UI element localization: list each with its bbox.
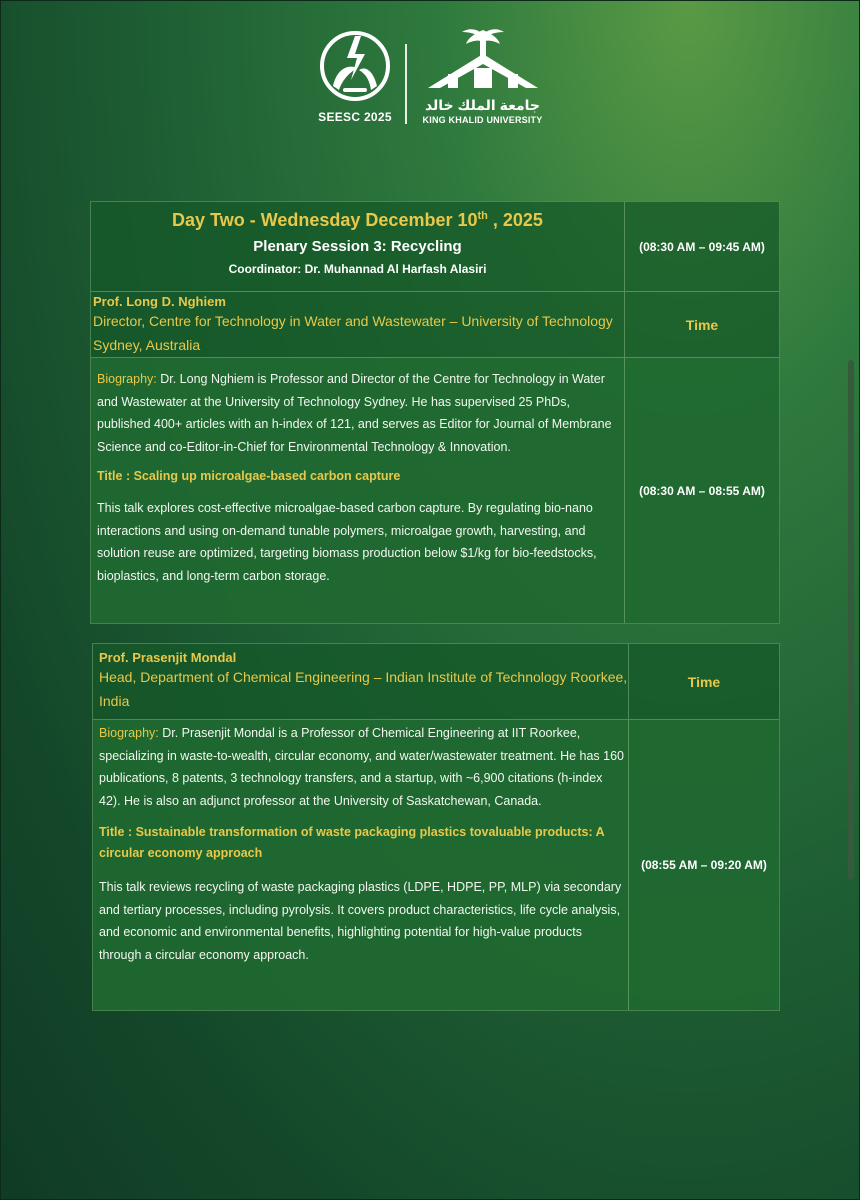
university-arabic-name: جامعة الملك خالد	[424, 97, 541, 113]
session-coordinator: Coordinator: Dr. Muhannad Al Harfash Alasiri	[228, 262, 487, 276]
session-card	[90, 201, 780, 624]
session-time: (08:30 AM – 09:45 AM)	[625, 202, 779, 292]
talk-time: (08:30 AM – 08:55 AM)	[625, 358, 779, 623]
seesc-logo	[310, 28, 400, 124]
session-title: Plenary Session 3: Recycling	[253, 238, 462, 255]
speaker-header	[93, 644, 629, 720]
speaker-affiliation: Head, Department of Chemical Engineering – Indian Institute of Technology Roorkee, India	[99, 669, 628, 709]
speaker-details	[93, 720, 629, 1010]
speaker-biography	[99, 722, 624, 812]
time-label-cell	[625, 292, 779, 358]
session-header	[91, 202, 625, 292]
speaker-biography	[97, 368, 620, 458]
kku-logo	[415, 24, 550, 125]
speaker-header	[91, 292, 625, 358]
scrollbar[interactable]	[848, 360, 854, 880]
time-label: Time	[685, 316, 719, 333]
time-label-cell	[629, 644, 779, 720]
speaker-card	[92, 643, 780, 1011]
leaf-bolt-icon	[317, 28, 393, 104]
speaker-name: Prof. Prasenjit Mondal	[99, 650, 237, 665]
speaker-name: Prof. Long D. Nghiem	[93, 294, 226, 309]
biography-text: Dr. Prasenjit Mondal is a Professor of Chemical Engineering at IIT Roorkee, specializing in waste-to-wealth, circular economy, and water/wastewater treatment. He has 160 publications, 8 patents, 3 technology transfers, and a startup, with ~6,900 citations (h-index 42). He is also an adjunct professor at the University of Saskatchewan, Canada.	[99, 726, 625, 808]
speaker-affiliation: Director, Centre for Technology in Water and Wastewater – University of Technology Sydney, Australia	[93, 313, 613, 353]
biography-label: Biography:	[99, 726, 159, 740]
talk-abstract: This talk reviews recycling of waste packaging plastics (LDPE, HDPE, PP, MLP) via secondary and tertiary processes, including pyrolysis. It covers product characteristics, life cycle analysis, and economic and environmental benefits, highlighting potential for high-value products through a circular economy approach.	[99, 880, 622, 962]
talk-title: Title : Scaling up microalgae-based carbon capture	[97, 469, 401, 483]
header	[0, 18, 860, 138]
talk-title: Title : Sustainable transformation of waste packaging plastics tovaluable products: A circular economy approach	[99, 825, 605, 860]
talk-time: (08:55 AM – 09:20 AM)	[629, 720, 779, 1010]
biography-label: Biography:	[97, 372, 157, 386]
biography-text: Dr. Long Nghiem is Professor and Director of the Centre for Technology in Water and Wastewater at the University of Technology Sydney. He has supervised 25 PhDs, published 400+ articles with an h-index of 121, and serves as Editor for Journal of Membrane Science and co-Editor-in-Chief for Environmental Technology & Innovation.	[97, 372, 612, 454]
conference-label: SEESC 2025	[318, 110, 392, 124]
day-title: Day Two - Wednesday December 10th , 2025	[172, 210, 543, 230]
palm-arch-icon	[418, 24, 548, 92]
speaker-details	[91, 358, 625, 623]
university-english-name: KING KHALID UNIVERSITY	[422, 115, 543, 125]
time-label: Time	[687, 673, 721, 690]
header-divider	[405, 44, 407, 124]
talk-abstract: This talk explores cost-effective microalgae-based carbon capture. By regulating bio-nano interactions and using on-demand tunable polymers, microalgae growth, harvesting, and solution reuse are optimized, targeting biomass production below $1/kg for bio-feedstocks, bioplastics, and long-term carbon storage.	[97, 501, 597, 583]
